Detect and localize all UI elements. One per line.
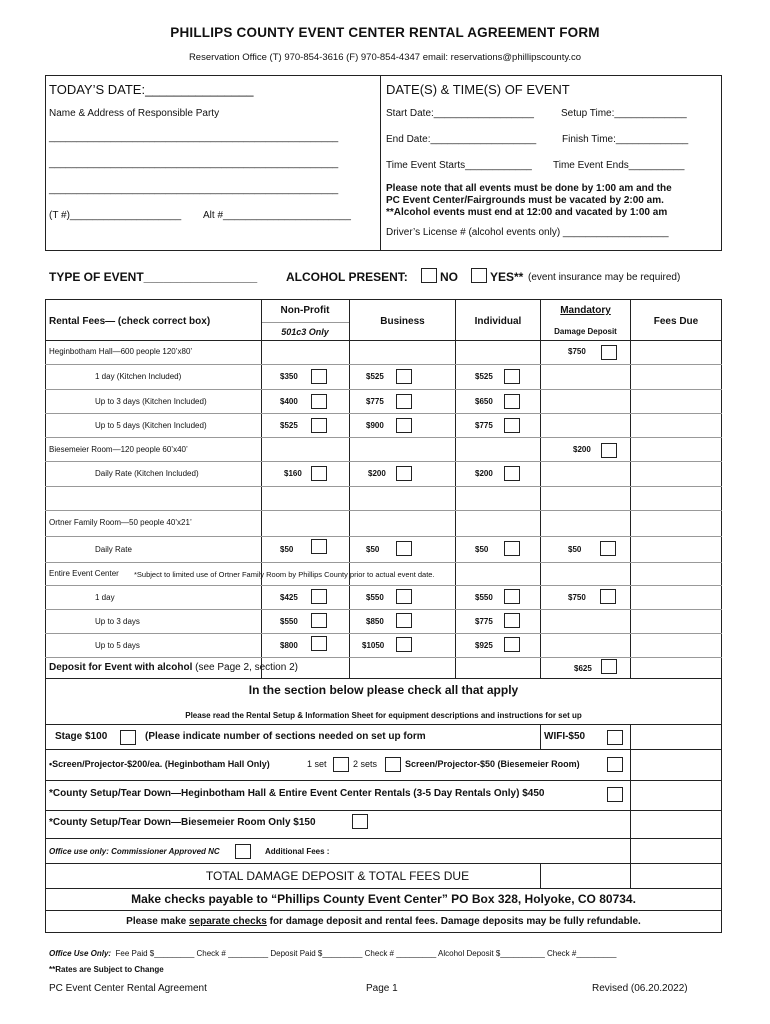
two-sets-checkbox[interactable] <box>385 757 401 772</box>
extras-line <box>45 863 722 864</box>
finish-time-field[interactable]: Finish Time:_____________ <box>562 134 689 145</box>
wifi-label: WIFI-$50 <box>544 731 586 742</box>
row-bus-price: $50 <box>366 545 380 554</box>
deposit-alcohol-title: Deposit for Event with alcohol <box>49 662 193 673</box>
extras-line <box>45 724 722 725</box>
header-bottom <box>45 340 722 341</box>
row-np-price: $550 <box>280 617 298 626</box>
stage-note: (Please indicate number of sections needed on set up form <box>145 731 426 742</box>
ind-checkbox[interactable] <box>504 541 520 556</box>
dates-title: DATE(S) & TIME(S) OF EVENT <box>386 82 570 97</box>
total-divider-left <box>540 863 541 888</box>
address-line-2[interactable]: ____________________________________________________ <box>49 158 339 169</box>
screen-label: •Screen/Projector-$200/ea. (Heginbotham Hall Only) <box>49 759 270 769</box>
ind-checkbox[interactable] <box>504 369 520 384</box>
np-checkbox[interactable] <box>311 613 327 628</box>
np-checkbox[interactable] <box>311 394 327 409</box>
event-type-field[interactable]: TYPE OF EVENT_________________ <box>49 270 258 284</box>
row-line <box>45 510 722 511</box>
bus-checkbox[interactable] <box>396 394 412 409</box>
alcohol-label: ALCOHOL PRESENT: <box>286 270 408 284</box>
bus-checkbox[interactable] <box>396 466 412 481</box>
address-line-3[interactable]: ____________________________________________________ <box>49 184 339 195</box>
alcohol-no-checkbox[interactable] <box>421 268 437 283</box>
address-line-1[interactable]: ____________________________________________________ <box>49 132 339 143</box>
county-setup-150: *County Setup/Tear Down—Biesemeier Room Only $150 <box>49 817 316 828</box>
phone-field[interactable]: (T #)____________________ <box>49 210 182 221</box>
ind-checkbox[interactable] <box>504 418 520 433</box>
row-label: 1 day <box>95 593 115 602</box>
total-label: TOTAL DAMAGE DEPOSIT & TOTAL FEES DUE <box>205 869 470 883</box>
extras-line <box>45 780 722 781</box>
payable-line: Make checks payable to “Phillips County Event Center” PO Box 328, Holyoke, CO 80734. <box>131 892 636 906</box>
bus-checkbox[interactable] <box>396 589 412 604</box>
note-line-1: Please note that all events must be done by 1:00 am and the <box>386 183 672 194</box>
county-setup-450-checkbox[interactable] <box>607 787 623 802</box>
row-label: Up to 3 days <box>95 617 140 626</box>
time-start-field[interactable]: Time Event Starts____________ <box>386 160 532 171</box>
info-divider <box>380 75 381 251</box>
row-line <box>45 364 722 365</box>
row-bus-price: $775 <box>366 397 384 406</box>
col-divider <box>630 299 631 678</box>
np-checkbox[interactable] <box>311 369 327 384</box>
revised-date: Revised (06.20.2022) <box>592 983 688 994</box>
np-checkbox[interactable] <box>311 466 327 481</box>
row-line <box>45 633 722 634</box>
row-ind-price: $650 <box>475 397 493 406</box>
col-divider <box>540 299 541 678</box>
row-ind-price: $50 <box>475 545 489 554</box>
rates-note: **Rates are Subject to Change <box>49 965 164 974</box>
screen2-checkbox[interactable] <box>607 757 623 772</box>
start-date-field[interactable]: Start Date:__________________ <box>386 108 534 119</box>
contact-line: Reservation Office (T) 970-854-3616 (F) 970-854-4347 email: reservations@phillipscounty.co <box>188 52 582 63</box>
row-ind-price: $775 <box>475 617 493 626</box>
header-501c3: 501c3 Only <box>281 327 329 337</box>
county-setup-150-checkbox[interactable] <box>352 814 368 829</box>
row-ind-price: $550 <box>475 593 493 602</box>
separate-pre: Please make <box>126 916 189 927</box>
col-divider <box>261 299 262 678</box>
row-ind-price: $775 <box>475 421 493 430</box>
header-damage-deposit: Damage Deposit <box>554 327 617 336</box>
row-np-price: $425 <box>280 593 298 602</box>
row-line <box>45 585 722 586</box>
two-sets-label: 2 sets <box>353 759 378 769</box>
row-line <box>45 389 722 390</box>
header-nonprofit: Non-Profit <box>280 305 330 316</box>
row-line <box>45 486 722 487</box>
county-setup-450: *County Setup/Tear Down—Heginbotham Hall & Entire Event Center Rentals (3-5 Day Rentals Only) $450 <box>49 788 545 799</box>
row-bus-price: $1050 <box>362 641 385 650</box>
row-label: 1 day (Kitchen Included) <box>95 372 182 381</box>
total-divider <box>630 863 631 888</box>
deposit-alcohol-amount: $625 <box>574 664 592 673</box>
deposit-alcohol-ref: (see Page 2, section 2) <box>195 662 298 673</box>
row-np-price: $350 <box>280 372 298 381</box>
end-date-field[interactable]: End Date:___________________ <box>386 134 537 145</box>
license-field[interactable]: Driver’s License # (alcohol events only) ___________________ <box>386 227 669 238</box>
row-dep-price: $50 <box>568 545 582 554</box>
header-rental-fees: Rental Fees— (check correct box) <box>49 316 211 327</box>
alcohol-yes-label: YES** <box>490 270 524 284</box>
np-checkbox[interactable] <box>311 418 327 433</box>
row-ortner-label: Ortner Family Room—50 people 40’x21’ <box>49 518 192 527</box>
row-label: Up to 5 days (Kitchen Included) <box>95 421 207 430</box>
note-line-3: **Alcohol events must end at 12:00 and vacated by 1:00 am <box>386 207 668 218</box>
bus-checkbox[interactable] <box>396 637 412 652</box>
alcohol-no-label: NO <box>440 270 458 284</box>
header-individual: Individual <box>474 316 522 327</box>
row-line <box>45 536 722 537</box>
page-number: Page 1 <box>366 983 398 994</box>
row-line <box>45 657 722 658</box>
row-entire-note: *Subject to limited use of Ortner Family Room by Phillips County prior to actual event date. <box>134 570 435 579</box>
row-line <box>45 437 722 438</box>
row-line <box>45 678 722 679</box>
row-biesemeier-deposit: $200 <box>573 445 591 454</box>
row-label: Up to 5 days <box>95 641 140 650</box>
bus-checkbox[interactable] <box>396 369 412 384</box>
row-label: Daily Rate <box>95 545 132 554</box>
extras-line <box>45 838 722 839</box>
row-bus-price: $200 <box>368 469 386 478</box>
col-divider <box>349 299 350 678</box>
footer-doc-name: PC Event Center Rental Agreement <box>49 983 207 994</box>
extras-line <box>45 888 722 889</box>
row-heginbotham-deposit: $750 <box>568 347 586 356</box>
np-checkbox[interactable] <box>311 636 327 651</box>
time-end-field[interactable]: Time Event Ends__________ <box>553 160 685 171</box>
wifi-checkbox[interactable] <box>607 730 623 745</box>
row-bus-price: $900 <box>366 421 384 430</box>
separate-post: for damage deposit and rental fees. Damage deposits may be fully refundable. <box>266 916 641 927</box>
setup-time-field[interactable]: Setup Time:_____________ <box>561 108 687 119</box>
screen2-label: Screen/Projector-$50 (Biesemeier Room) <box>405 759 580 769</box>
section-title: In the section below please check all that apply <box>248 683 519 697</box>
dep-checkbox[interactable] <box>600 541 616 556</box>
header-mandatory: Mandatory <box>560 305 611 316</box>
row-entire-label: Entire Event Center <box>49 569 119 578</box>
row-heginbotham-label: Heginbotham Hall—600 people 120’x80’ <box>49 347 193 356</box>
office-use-fields[interactable]: Fee Paid $_________ Check # _________ Deposit Paid $_________ Check # _________ Alcohol Deposit $__________ Check #_________ <box>115 949 617 958</box>
read-note: Please read the Rental Setup & Information Sheet for equipment descriptions and instructions for set up <box>185 711 582 720</box>
wifi-divider <box>540 724 541 749</box>
ind-checkbox[interactable] <box>504 613 520 628</box>
extras-line <box>45 810 722 811</box>
bus-checkbox[interactable] <box>396 613 412 628</box>
biesemeier-deposit-checkbox[interactable] <box>601 443 617 458</box>
row-line <box>45 413 722 414</box>
todays-date-field[interactable]: TODAY’S DATE:_______________ <box>49 82 254 97</box>
form-title: PHILLIPS COUNTY EVENT CENTER RENTAL AGREEMENT FORM <box>170 25 600 40</box>
ind-checkbox[interactable] <box>504 589 520 604</box>
row-dep-price: $750 <box>568 593 586 602</box>
insurance-note: (event insurance may be required) <box>528 272 681 283</box>
extras-line <box>45 910 722 911</box>
office-use-label: Office Use Only: <box>49 949 112 958</box>
separate-underlined: separate checks <box>189 916 267 927</box>
row-ind-price: $200 <box>475 469 493 478</box>
name-address-label: Name & Address of Responsible Party <box>49 108 220 119</box>
deposit-alcohol-checkbox[interactable] <box>601 659 617 674</box>
dep-checkbox[interactable] <box>600 589 616 604</box>
extras-line <box>45 749 722 750</box>
ind-checkbox[interactable] <box>504 637 520 652</box>
row-line <box>45 562 722 563</box>
wifi-divider-right <box>630 724 631 749</box>
stage-label: Stage $100 <box>55 731 108 742</box>
bus-checkbox[interactable] <box>396 418 412 433</box>
header-fees-due: Fees Due <box>653 316 699 327</box>
ind-checkbox[interactable] <box>504 466 520 481</box>
row-np-price: $160 <box>284 469 302 478</box>
row-line <box>45 461 722 462</box>
header-subline <box>262 322 349 323</box>
np-checkbox[interactable] <box>311 539 327 554</box>
office-use-line <box>49 949 616 958</box>
extras-divider <box>630 749 631 863</box>
ind-checkbox[interactable] <box>504 394 520 409</box>
alt-phone-field[interactable]: Alt #_______________________ <box>203 210 351 221</box>
row-label: Up to 3 days (Kitchen Included) <box>95 397 207 406</box>
row-bus-price: $850 <box>366 617 384 626</box>
office-nc-label: Office use only: Commissioner Approved NC <box>49 847 220 856</box>
heginbotham-deposit-checkbox[interactable] <box>601 345 617 360</box>
alcohol-yes-checkbox[interactable] <box>471 268 487 283</box>
row-label: Daily Rate (Kitchen Included) <box>95 469 199 478</box>
row-ind-price: $525 <box>475 372 493 381</box>
one-set-label: 1 set <box>307 759 327 769</box>
office-nc-checkbox[interactable] <box>235 844 251 859</box>
np-checkbox[interactable] <box>311 589 327 604</box>
col-divider <box>455 299 456 678</box>
row-biesemeier-label: Biesemeier Room—120 people 60’x40’ <box>49 445 188 454</box>
row-ind-price: $925 <box>475 641 493 650</box>
separate-checks-line <box>45 916 722 927</box>
row-bus-price: $550 <box>366 593 384 602</box>
one-set-checkbox[interactable] <box>333 757 349 772</box>
row-line <box>45 609 722 610</box>
bus-checkbox[interactable] <box>396 541 412 556</box>
header-business: Business <box>380 316 425 327</box>
stage-checkbox[interactable] <box>120 730 136 745</box>
row-np-price: $400 <box>280 397 298 406</box>
note-line-2: PC Event Center/Fairgrounds must be vacated by 2:00 am. <box>386 195 664 206</box>
row-bus-price: $525 <box>366 372 384 381</box>
deposit-alcohol-label <box>49 662 298 673</box>
additional-fees-label: Additional Fees : <box>265 847 330 856</box>
row-np-price: $525 <box>280 421 298 430</box>
row-np-price: $50 <box>280 545 294 554</box>
row-np-price: $800 <box>280 641 298 650</box>
